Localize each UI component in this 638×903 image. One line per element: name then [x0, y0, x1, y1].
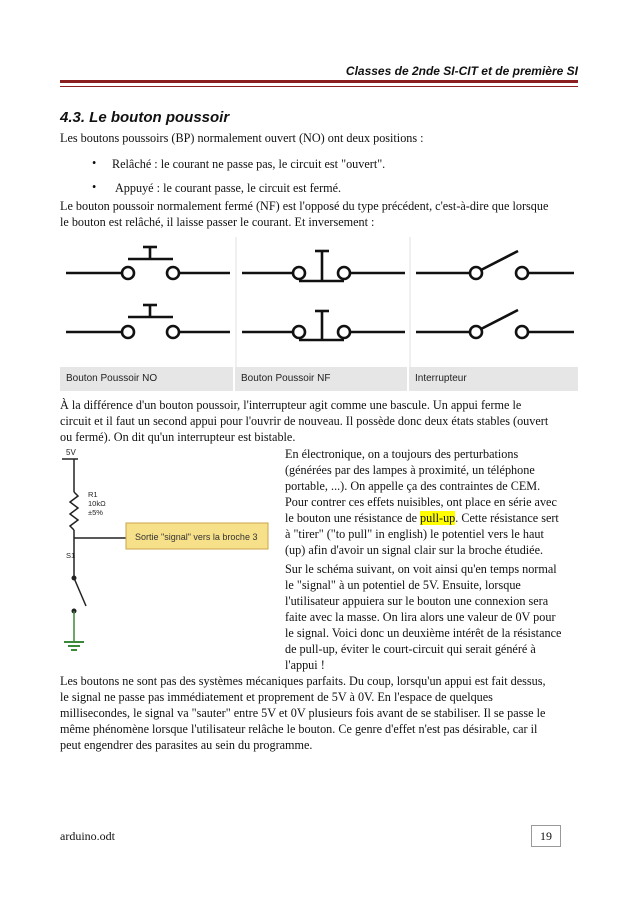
caption-no: Bouton Poussoir NO — [60, 367, 233, 391]
bounce-paragraph-line: le signal ne passe pas immédiatement et proprement de 5V à 0V. En l'espace de quelques — [60, 690, 493, 704]
caption-switch: Interrupteur — [409, 367, 578, 391]
s1-name: S1 — [66, 551, 76, 560]
intro-text: Les boutons poussoirs (BP) normalement ouvert (NO) ont deux positions : — [60, 131, 424, 145]
rc1-pre: le bouton une résistance de — [285, 511, 421, 525]
rc1-line: portable, ...). On appelle ça des contraintes de CEM. — [285, 479, 541, 493]
rc2-line: le "signal" à un potentiel de 5V. Ensuite, lorsque — [285, 578, 521, 592]
rc2-line: Sur le schéma suivant, on voit ainsi qu'en temps normal — [285, 562, 557, 576]
r1-name: R1 — [88, 490, 98, 499]
rc2-line: faite avec la masse. On lira alors une valeur de 0V pour — [285, 610, 556, 624]
bullet-released: Relâché : le courant ne passe pas, le circuit est "ouvert". — [112, 157, 386, 171]
signal-callout-label: Sortie "signal" vers la broche 3 — [135, 532, 258, 542]
rc1-line: (générées par des lampes à proximité, un téléphone — [285, 463, 535, 477]
pullup-schematic — [60, 446, 280, 661]
bounce-paragraph-line: Les boutons ne sont pas des systèmes mécaniques parfaits. Du coup, lorsqu'un appui est fait dessus, — [60, 674, 546, 688]
bullet-marker: • — [92, 180, 97, 194]
rc1-post: . Cette résistance sert — [455, 511, 559, 525]
caption-nf: Bouton Poussoir NF — [235, 367, 407, 391]
nf-paragraph-line: Le bouton poussoir normalement fermé (NF) est l'opposé du type précédent, c'est-à-dire que lorsque — [60, 199, 549, 213]
r1-tolerance: ±5% — [88, 508, 103, 517]
page-header-title: Classes de 2nde SI-CIT et de première SI — [345, 64, 578, 78]
rc2-line: l'appui ! — [285, 658, 325, 672]
rc1-line: Pour contrer ces effets nuisibles, ont place en série avec — [285, 495, 557, 509]
r1-value: 10kΩ — [88, 499, 106, 508]
footer-filename: arduino.odt — [60, 829, 115, 843]
pull-up-highlight: pull-up — [420, 511, 456, 525]
rc1-line-pullup — [285, 510, 559, 527]
header-rule-thick — [60, 80, 578, 83]
rc1-line: à "tirer" ("to pull" in english) le potentiel vers le haut — [285, 527, 544, 541]
switch-paragraph-line: ou fermé). On dit qu'un interrupteur est bistable. — [60, 430, 296, 444]
vcc-label: 5V — [66, 448, 76, 457]
rc2-line: le signal. Voici donc un deuxième intérêt de la résistance — [285, 626, 562, 640]
bullet-marker: • — [92, 156, 97, 170]
switch-paragraph-line: circuit et il faut un second appui pour l'ouvrir de nouveau. Il possède donc deux états stables (ouvert — [60, 414, 549, 428]
nf-paragraph-line: le bouton est relâché, il laisse passer le courant. Et inversement : — [60, 215, 375, 229]
rc1-line: En électronique, on a toujours des perturbations — [285, 447, 519, 461]
switch-symbols-drawing — [60, 233, 578, 367]
page-number: 19 — [531, 825, 561, 847]
header-rule-thin — [60, 86, 578, 87]
bounce-paragraph-line: peut engendrer des parasites au sein du programme. — [60, 738, 313, 752]
pullup-schematic-drawing — [60, 446, 280, 661]
bounce-paragraph-line: millisecondes, le signal va "sauter" entre 5V et 0V plusieurs fois avant de se stabiliser. Il se passe le — [60, 706, 546, 720]
bullet-pressed: Appuyé : le courant passe, le circuit est fermé. — [115, 181, 342, 195]
switch-paragraph-line: À la différence d'un bouton poussoir, l'interrupteur agit comme une bascule. Un appui ferme le — [60, 398, 522, 412]
section-title: 4.3. Le bouton poussoir — [60, 109, 230, 126]
bounce-paragraph-line: même phénomène lorsque l'utilisateur relâche le bouton. Ce genre d'effet n'est pas désirable, car il — [60, 722, 538, 736]
rc2-line: de pull-up, éviter le court-circuit qui serait généré à — [285, 642, 536, 656]
rc1-line: (up) afin d'avoir un signal clair sur la broche étudiée. — [285, 543, 544, 557]
rc2-line: l'utilisateur appuiera sur le bouton une connexion sera — [285, 594, 549, 608]
